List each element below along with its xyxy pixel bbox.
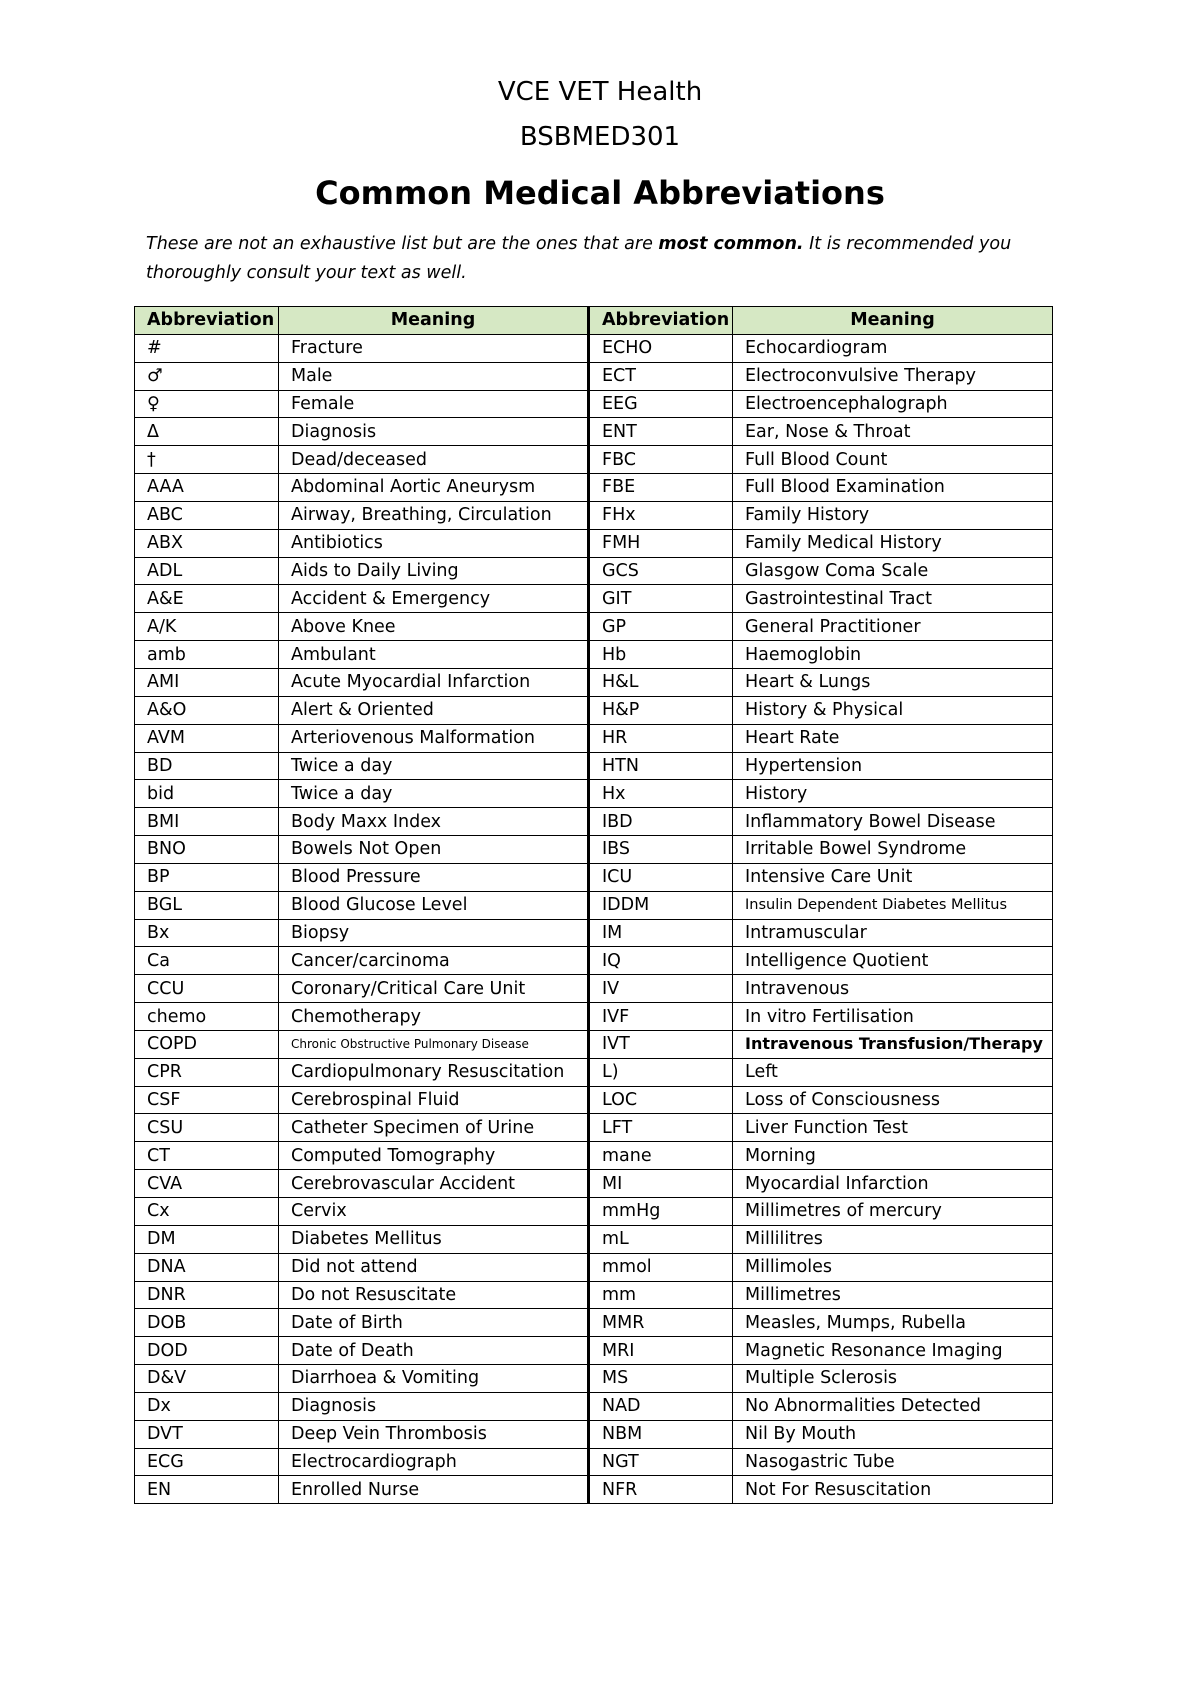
meaning-cell: Accident & Emergency: [279, 585, 589, 613]
abbreviation-cell: ECHO: [589, 334, 733, 362]
abbreviation-cell: GCS: [589, 557, 733, 585]
table-row: [135, 418, 1053, 446]
abbreviation-cell: Cx: [135, 1198, 279, 1226]
intro-text-1: These are not an exhaustive list but are the ones that are: [146, 234, 659, 254]
meaning-cell: Abdominal Aortic Aneurysm: [279, 474, 589, 502]
abbreviation-cell: AVM: [135, 724, 279, 752]
abbreviation-cell: IBS: [589, 836, 733, 864]
meaning-cell: No Abnormalities Detected: [733, 1392, 1053, 1420]
meaning-cell: Cardiopulmonary Resuscitation: [279, 1058, 589, 1086]
table-row: [135, 1114, 1053, 1142]
meaning-cell: Diarrhoea & Vomiting: [279, 1365, 589, 1393]
meaning-cell: Fracture: [279, 334, 589, 362]
meaning-cell: Nasogastric Tube: [733, 1448, 1053, 1476]
meaning-cell: Millimoles: [733, 1253, 1053, 1281]
meaning-cell: Irritable Bowel Syndrome: [733, 836, 1053, 864]
abbreviation-cell: FHx: [589, 501, 733, 529]
abbreviation-cell: MMR: [589, 1309, 733, 1337]
abbreviation-cell: CVA: [135, 1170, 279, 1198]
table-row: [135, 501, 1053, 529]
course-title: VCE VET Health: [497, 77, 703, 107]
meaning-cell: Millilitres: [733, 1225, 1053, 1253]
meaning-cell: Intravenous: [733, 975, 1053, 1003]
meaning-cell: Computed Tomography: [279, 1142, 589, 1170]
table-row: [135, 1365, 1053, 1393]
abbreviation-cell: ADL: [135, 557, 279, 585]
abbreviation-cell: IV: [589, 975, 733, 1003]
abbreviation-cell: IDDM: [589, 891, 733, 919]
meaning-cell: Cerebrospinal Fluid: [279, 1086, 589, 1114]
abbreviation-cell: CSU: [135, 1114, 279, 1142]
table-row: [135, 585, 1053, 613]
abbreviation-cell: Dx: [135, 1392, 279, 1420]
table-row: [135, 696, 1053, 724]
table-row: [135, 1030, 1053, 1058]
table-row: [135, 362, 1053, 390]
abbreviation-cell: BD: [135, 752, 279, 780]
meaning-cell: Twice a day: [279, 752, 589, 780]
abbreviation-cell: DOB: [135, 1309, 279, 1337]
abbreviation-cell: mmol: [589, 1253, 733, 1281]
table-row: [135, 1476, 1053, 1504]
abbreviation-cell: #: [135, 334, 279, 362]
abbreviation-cell: COPD: [135, 1030, 279, 1058]
meaning-cell: Date of Birth: [279, 1309, 589, 1337]
abbreviation-cell: mm: [589, 1281, 733, 1309]
table-row: [135, 557, 1053, 585]
abbreviation-cell: †: [135, 446, 279, 474]
meaning-cell: Chronic Obstructive Pulmonary Disease: [279, 1030, 589, 1058]
meaning-cell: Blood Glucose Level: [279, 891, 589, 919]
abbreviation-cell: FBC: [589, 446, 733, 474]
meaning-cell: Dead/deceased: [279, 446, 589, 474]
meaning-cell: Ambulant: [279, 641, 589, 669]
table-row: [135, 1281, 1053, 1309]
meaning-cell: Cancer/carcinoma: [279, 947, 589, 975]
abbreviation-cell: A&E: [135, 585, 279, 613]
abbreviation-cell: FBE: [589, 474, 733, 502]
meaning-cell: Insulin Dependent Diabetes Mellitus: [733, 891, 1053, 919]
abbreviation-cell: IVF: [589, 1003, 733, 1031]
abbreviation-cell: MRI: [589, 1337, 733, 1365]
abbreviation-cell: ABC: [135, 501, 279, 529]
abbreviation-cell: NAD: [589, 1392, 733, 1420]
meaning-cell: General Practitioner: [733, 613, 1053, 641]
meaning-cell: Cerebrovascular Accident: [279, 1170, 589, 1198]
table-row: [135, 390, 1053, 418]
abbreviation-cell: IQ: [589, 947, 733, 975]
abbreviation-cell: LFT: [589, 1114, 733, 1142]
abbreviation-cell: AMI: [135, 668, 279, 696]
abbreviation-cell: FMH: [589, 529, 733, 557]
abbreviation-cell: MI: [589, 1170, 733, 1198]
abbreviation-cell: GIT: [589, 585, 733, 613]
meaning-cell: Ear, Nose & Throat: [733, 418, 1053, 446]
abbreviation-cell: ECT: [589, 362, 733, 390]
meaning-cell: Enrolled Nurse: [279, 1476, 589, 1504]
meaning-cell: Heart & Lungs: [733, 668, 1053, 696]
meaning-cell: Catheter Specimen of Urine: [279, 1114, 589, 1142]
meaning-cell: Bowels Not Open: [279, 836, 589, 864]
abbreviation-cell: D&V: [135, 1365, 279, 1393]
abbreviation-cell: BMI: [135, 808, 279, 836]
table-row: [135, 1253, 1053, 1281]
meaning-cell: Intravenous Transfusion/Therapy: [733, 1030, 1053, 1058]
table-row: [135, 613, 1053, 641]
meaning-cell: Inflammatory Bowel Disease: [733, 808, 1053, 836]
meaning-cell: Electroconvulsive Therapy: [733, 362, 1053, 390]
table-row: [135, 1448, 1053, 1476]
header-abbreviation: Abbreviation: [135, 307, 279, 335]
meaning-cell: Date of Death: [279, 1337, 589, 1365]
abbreviation-cell: NBM: [589, 1420, 733, 1448]
meaning-cell: Blood Pressure: [279, 863, 589, 891]
meaning-cell: In vitro Fertilisation: [733, 1003, 1053, 1031]
table-row: [135, 529, 1053, 557]
abbreviation-cell: ♂: [135, 362, 279, 390]
table-row: [135, 334, 1053, 362]
meaning-cell: Family Medical History: [733, 529, 1053, 557]
abbreviation-cell: NGT: [589, 1448, 733, 1476]
meaning-cell: Intramuscular: [733, 919, 1053, 947]
meaning-cell: Diabetes Mellitus: [279, 1225, 589, 1253]
abbreviation-cell: L): [589, 1058, 733, 1086]
table-row: [135, 1086, 1053, 1114]
meaning-cell: Not For Resuscitation: [733, 1476, 1053, 1504]
table-row: [135, 1392, 1053, 1420]
abbreviation-cell: mane: [589, 1142, 733, 1170]
table-row: [135, 1337, 1053, 1365]
intro-emphasis: most common.: [658, 234, 804, 254]
meaning-cell: Millimetres: [733, 1281, 1053, 1309]
header-abbreviation: Abbreviation: [589, 307, 733, 335]
meaning-cell: Antibiotics: [279, 529, 589, 557]
abbreviation-cell: DNA: [135, 1253, 279, 1281]
table-row: [135, 1309, 1053, 1337]
table-row: [135, 446, 1053, 474]
meaning-cell: Cervix: [279, 1198, 589, 1226]
abbreviation-cell: IBD: [589, 808, 733, 836]
meaning-cell: Deep Vein Thrombosis: [279, 1420, 589, 1448]
table-row: [135, 947, 1053, 975]
unit-code: BSBMED301: [519, 122, 681, 152]
table-row: [135, 1170, 1053, 1198]
meaning-cell: Nil By Mouth: [733, 1420, 1053, 1448]
abbreviation-cell: DVT: [135, 1420, 279, 1448]
meaning-cell: Liver Function Test: [733, 1114, 1053, 1142]
table-header-row: [135, 307, 1053, 335]
meaning-cell: Alert & Oriented: [279, 696, 589, 724]
meaning-cell: Intensive Care Unit: [733, 863, 1053, 891]
meaning-cell: History & Physical: [733, 696, 1053, 724]
abbreviations-table: [134, 306, 1053, 1504]
meaning-cell: Full Blood Examination: [733, 474, 1053, 502]
table-row: [135, 752, 1053, 780]
abbreviation-cell: BP: [135, 863, 279, 891]
abbreviation-cell: HTN: [589, 752, 733, 780]
meaning-cell: Measles, Mumps, Rubella: [733, 1309, 1053, 1337]
abbreviation-cell: CCU: [135, 975, 279, 1003]
meaning-cell: Airway, Breathing, Circulation: [279, 501, 589, 529]
meaning-cell: Gastrointestinal Tract: [733, 585, 1053, 613]
table-row: [135, 919, 1053, 947]
table-row: [135, 836, 1053, 864]
table-row: [135, 474, 1053, 502]
meaning-cell: Electroencephalograph: [733, 390, 1053, 418]
table-row: [135, 1003, 1053, 1031]
meaning-cell: Family History: [733, 501, 1053, 529]
abbreviation-cell: chemo: [135, 1003, 279, 1031]
abbreviation-cell: GP: [589, 613, 733, 641]
abbreviation-cell: A&O: [135, 696, 279, 724]
abbreviation-cell: DM: [135, 1225, 279, 1253]
abbreviation-cell: ABX: [135, 529, 279, 557]
meaning-cell: Multiple Sclerosis: [733, 1365, 1053, 1393]
meaning-cell: Morning: [733, 1142, 1053, 1170]
abbreviation-cell: IVT: [589, 1030, 733, 1058]
abbreviation-cell: H&P: [589, 696, 733, 724]
abbreviation-cell: Hx: [589, 780, 733, 808]
table-row: [135, 1420, 1053, 1448]
meaning-cell: Above Knee: [279, 613, 589, 641]
abbreviation-cell: BNO: [135, 836, 279, 864]
abbreviation-cell: ♀: [135, 390, 279, 418]
meaning-cell: Twice a day: [279, 780, 589, 808]
meaning-cell: Intelligence Quotient: [733, 947, 1053, 975]
meaning-cell: Echocardiogram: [733, 334, 1053, 362]
meaning-cell: Full Blood Count: [733, 446, 1053, 474]
meaning-cell: Myocardial Infarction: [733, 1170, 1053, 1198]
abbreviation-cell: Hb: [589, 641, 733, 669]
meaning-cell: Electrocardiograph: [279, 1448, 589, 1476]
abbreviation-cell: LOC: [589, 1086, 733, 1114]
table-row: [135, 863, 1053, 891]
abbreviation-cell: amb: [135, 641, 279, 669]
meaning-cell: Magnetic Resonance Imaging: [733, 1337, 1053, 1365]
meaning-cell: Coronary/Critical Care Unit: [279, 975, 589, 1003]
meaning-cell: Chemotherapy: [279, 1003, 589, 1031]
meaning-cell: Do not Resuscitate: [279, 1281, 589, 1309]
abbreviation-cell: Bx: [135, 919, 279, 947]
abbreviation-cell: CSF: [135, 1086, 279, 1114]
meaning-cell: Male: [279, 362, 589, 390]
intro-text-2: It is recommended you thoroughly consult your text as well.: [146, 234, 1012, 283]
meaning-cell: Diagnosis: [279, 418, 589, 446]
abbreviation-cell: bid: [135, 780, 279, 808]
meaning-cell: Loss of Consciousness: [733, 1086, 1053, 1114]
abbreviation-cell: CPR: [135, 1058, 279, 1086]
header-meaning: Meaning: [279, 307, 589, 335]
meaning-cell: Did not attend: [279, 1253, 589, 1281]
meaning-cell: Biopsy: [279, 919, 589, 947]
meaning-cell: Left: [733, 1058, 1053, 1086]
abbreviation-cell: H&L: [589, 668, 733, 696]
abbreviation-cell: DNR: [135, 1281, 279, 1309]
table-row: [135, 724, 1053, 752]
abbreviation-cell: EEG: [589, 390, 733, 418]
abbreviation-cell: AAA: [135, 474, 279, 502]
meaning-cell: Body Maxx Index: [279, 808, 589, 836]
table-row: [135, 668, 1053, 696]
table-row: [135, 975, 1053, 1003]
abbreviation-cell: mmHg: [589, 1198, 733, 1226]
abbreviation-cell: Δ: [135, 418, 279, 446]
meaning-cell: Diagnosis: [279, 1392, 589, 1420]
meaning-cell: Haemoglobin: [733, 641, 1053, 669]
abbreviation-cell: MS: [589, 1365, 733, 1393]
abbreviation-cell: ENT: [589, 418, 733, 446]
abbreviation-cell: mL: [589, 1225, 733, 1253]
table-row: [135, 1225, 1053, 1253]
abbreviation-cell: ECG: [135, 1448, 279, 1476]
meaning-cell: Arteriovenous Malformation: [279, 724, 589, 752]
abbreviation-cell: EN: [135, 1476, 279, 1504]
table-row: [135, 641, 1053, 669]
table-row: [135, 1198, 1053, 1226]
table-row: [135, 891, 1053, 919]
table-row: [135, 1058, 1053, 1086]
abbreviation-cell: NFR: [589, 1476, 733, 1504]
table-row: [135, 808, 1053, 836]
abbreviation-cell: IM: [589, 919, 733, 947]
meaning-cell: Acute Myocardial Infarction: [279, 668, 589, 696]
table-row: [135, 780, 1053, 808]
abbreviation-cell: Ca: [135, 947, 279, 975]
abbreviation-cell: A/K: [135, 613, 279, 641]
meaning-cell: Heart Rate: [733, 724, 1053, 752]
intro-paragraph: [146, 230, 1046, 288]
abbreviation-cell: DOD: [135, 1337, 279, 1365]
page-title: Common Medical Abbreviations: [315, 174, 885, 212]
abbreviation-cell: ICU: [589, 863, 733, 891]
header-meaning: Meaning: [733, 307, 1053, 335]
abbreviation-cell: HR: [589, 724, 733, 752]
meaning-cell: Hypertension: [733, 752, 1053, 780]
meaning-cell: Female: [279, 390, 589, 418]
meaning-cell: History: [733, 780, 1053, 808]
abbreviation-cell: BGL: [135, 891, 279, 919]
meaning-cell: Millimetres of mercury: [733, 1198, 1053, 1226]
meaning-cell: Glasgow Coma Scale: [733, 557, 1053, 585]
table-row: [135, 1142, 1053, 1170]
abbreviation-cell: CT: [135, 1142, 279, 1170]
meaning-cell: Aids to Daily Living: [279, 557, 589, 585]
